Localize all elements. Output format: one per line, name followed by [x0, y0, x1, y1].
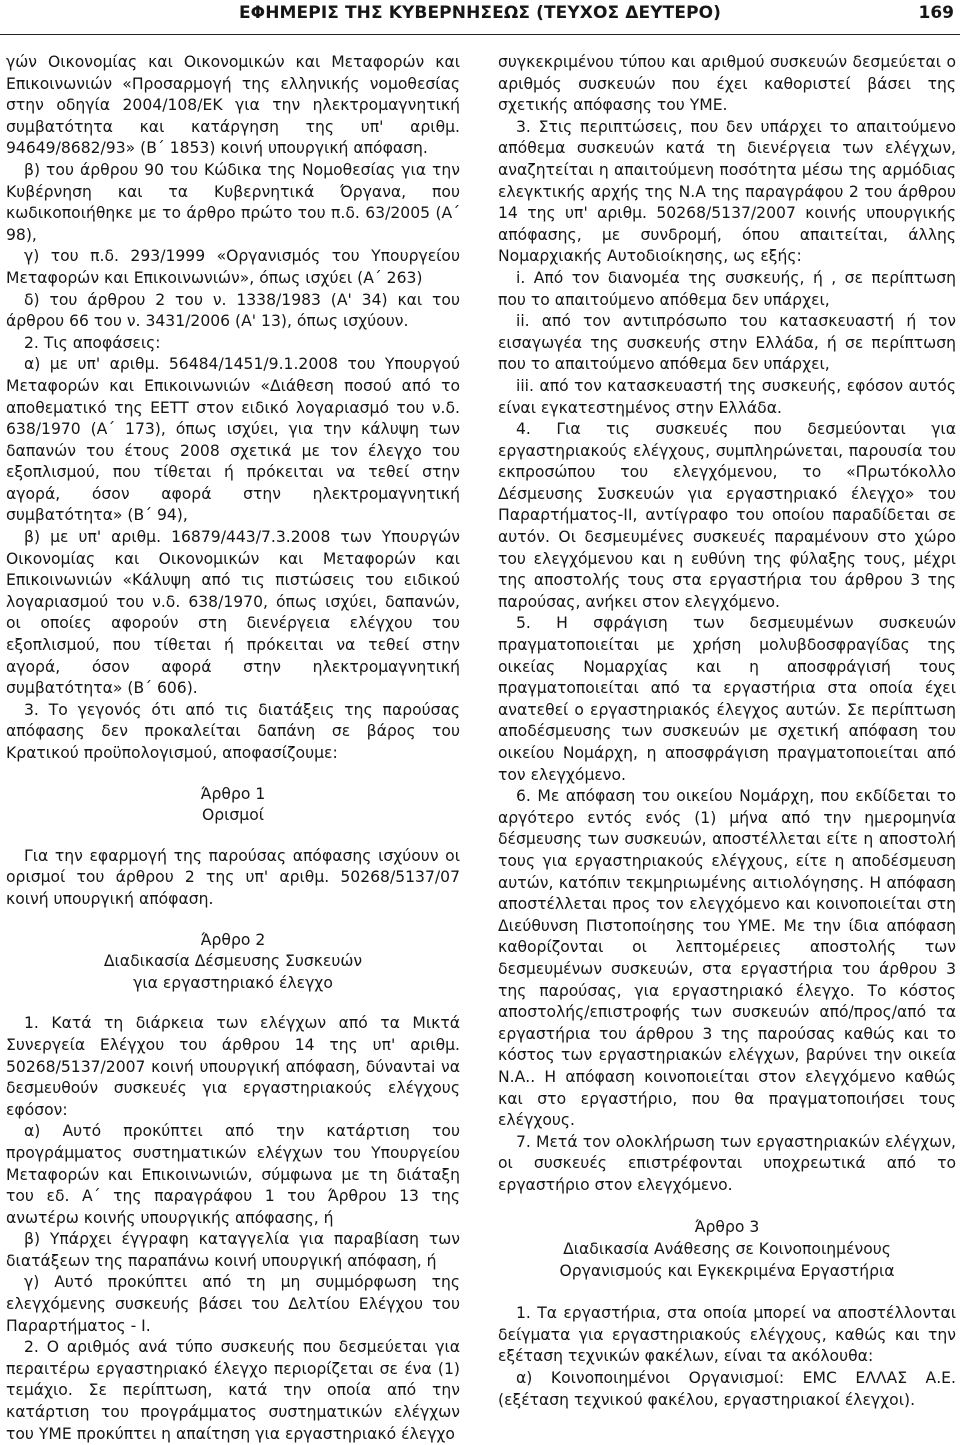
- paragraph: 7. Μετά τον ολοκλήρωση των εργαστηριακών ελέγχων, οι συσκευές επιστρέφονται υποχρεωτικά από το εργαστήριο στον ελεγχόμενο.: [498, 1132, 956, 1194]
- paragraph: ii. από τον αντιπρόσωπο του κατασκευαστή ή τον εισαγωγέα της συσκευής στην Ελλάδα, ή σε περίπτωση που το απαιτούμενο απόθεμα δεν υπάρχει,: [498, 312, 956, 374]
- left-column: [6, 52, 460, 1445]
- paragraph: i. Από τον διανομέα της συσκευής, ή , σε περίπτωση που το απαιτούμενο απόθεμα δεν υπάρχει,: [498, 268, 956, 309]
- paragraph: α) Αυτό προκύπτει από την κατάρτιση του προγράμματος συστηματικών ελέγχων του Υπουργείου Μεταφορών και Επικοινωνιών, σύμφωνα με τη διάταξη του εδ. Α΄ της παραγράφου 1 του Άρθρου 13 της ανωτέρω κοινής υπουργικής απόφασης, ή: [6, 1122, 460, 1227]
- paragraph: 3. Το γεγονός ότι από τις διατάξεις της παρούσας απόφασης δεν προκαλείται δαπάνη σε βάρος του Κρατικού προϋπολογισμού, αποφασίζουμε:: [6, 700, 460, 762]
- article-3-subtitle: Διαδικασία Ανάθεσης σε Κοινοποιημένους: [563, 1240, 891, 1259]
- paragraph: β) Υπάρχει έγγραφη καταγγελία για παραβίαση των διατάξεων της παραπάνω κοινή υπουργική απόφαση, ή: [6, 1230, 460, 1270]
- right-column: [498, 52, 956, 1411]
- paragraph: α) με υπ' αριθμ. 56484/1451/9.1.2008 του Υπουργού Μεταφορών και Επικοινωνιών «Διάθεση ποσού από το αποθεματικό της ΕΕΤΤ στον ειδικό λογαριασμό του ν.δ. 638/1970 (Α΄ 173), όπως ισχύει, για την κάλυψη των δαπανών του έτους 2008 σχετικά με τον έλεγχο του εξοπλισμού, που τίθεται ή πρόκειται να τεθεί στην αγορά, όσον αφορά στην ηλεκτρομαγνητική συμβατότητα» (Β΄ 94),: [6, 355, 460, 525]
- gazette-title: ΕΦΗΜΕΡΙΣ ΤΗΣ ΚΥΒΕΡΝΗΣΕΩΣ (ΤΕΥΧΟΣ ΔΕΥΤΕΡΟ): [238, 3, 722, 23]
- paragraph: iii. από τον κατασκευαστή της συσκευής, εφόσον αυτός είναι εγκατεστημένος στην Ελλάδα.: [498, 376, 956, 417]
- paragraph: β) με υπ' αριθμ. 16879/443/7.3.2008 των Υπουργών Οικονομίας και Οικονομικών και Μεταφορών και Επικοινωνιών «Κάλυψη από τις πιστώσεις του ειδικού λογαριασμού του ν.δ. 638/1970, όπως ισχύει, δαπανών, οι οποίες αφορούν στη διενέργεια ελέγχου του εξοπλισμού, που τίθεται ή πρόκειται να τεθεί στην αγορά, όσον αφορά στην ηλεκτρομαγνητική συμβατότητα» (Β΄ 606).: [6, 528, 460, 698]
- paragraph: γ) Αυτό προκύπτει από τη μη συμμόρφωση της ελεγχόμενης συσκευής βάσει του Δελτίου Ελέγχου του Παραρτήματος - Ι.: [6, 1273, 460, 1335]
- paragraph: 1. Κατά τη διάρκεια των ελέγχων από τα Μικτά Συνεργεία Ελέγχου του άρθρου 14 της υπ' αριθμ. 50268/5137/2007 κοινή υπουργική απόφαση, δύναντai να δεσμευθούν συσκευές για εργαστηριακούς ελέγχους εφόσον:: [6, 1014, 460, 1119]
- article-1-title: Άρθρο 1: [200, 784, 266, 803]
- paragraph: 2. Ο αριθμός ανά τύπο συσκευής που δεσμεύεται για περαιτέρω εργαστηριακό έλεγχο περιορίζεται σε ένα (1) τεμάχιο. Σε περίπτωση, κατά την οποία από την κατάρτιση του προγράμματος συστηματικών ελέγχων του ΥΜΕ προκύπτει η απαίτηση για εργαστηριακό έλεγχο: [6, 1338, 460, 1443]
- paragraph: 2. Τις αποφάσεις:: [24, 333, 161, 352]
- paragraph: Για την εφαρμογή της παρούσας απόφασης ισχύουν οι ορισμοί του άρθρου 2 της υπ' αριθμ. 50268/5137/07 κοινή υπουργική απόφαση.: [6, 846, 460, 908]
- paragraph: β) του άρθρου 90 του Κώδικα της Νομοθεσίας για την Κυβέρνηση και τα Κυβερνητικά Όργανα, που κωδικοποιήθηκε με το άρθρο πρώτο του π.δ. 63/2005 (Α΄ 98),: [6, 160, 460, 244]
- paragraph: 1. Τα εργαστήρια, στα οποία μπορεί να αποστέλλονται δείγματα για εργαστηριακούς ελέγχους, καθώς και την εξέταση τεχνικών φακέλων, είναι τα ακόλουθα:: [498, 1304, 956, 1366]
- paragraph: γών Οικονομίας και Οικονομικών και Μεταφορών και Επικοινωνιών «Προσαρμογή της ελληνικής νομοθεσίας στην οδηγία 2004/108/ΕΚ για την ηλεκτρομαγνητική συμβατότητα και κατάργηση της υπ' αριθμ. 94649/8682/93» (Β΄ 1853) κοινή υπουργική απόφαση.: [6, 53, 460, 158]
- article-2-subtitle: Διαδικασία Δέσμευσης Συσκευών: [103, 952, 363, 971]
- paragraph: 6. Με απόφαση του οικείου Νομάρχη, που εκδίδεται το αργότερο εντός ενός (1) μήνα από την ημερομηνία δέσμευσης των συσκευών, αποστέλλεται είτε η αποστολή τους για εργαστηριακούς ελέγχους, είτε η αποδέσμευση αυτών, κατόπιν τεκμηριωμένης αιτιολόγησης. Η απόφαση αποστέλλεται προς τον ελεγχόμενο και κοινοποιείται στη Διεύθυνση Πιστοποίησης του ΥΜΕ. Με την ίδια απόφαση καθορίζονται οι λεπτομέρειες αποστολής των δεσμευμένων συσκευών, στα εργαστήρια του άρθρου 3 της παρούσας, για εργαστηριακό έλεγχο. Το κόστος αποστολής/επιστροφής των συσκευών από/προς/από τα εργαστήρια του άρθρου 3 της παρούσας καθώς και το κόστος των εργαστηριακών ελέγχων, βαρύνει την οικεία Ν.Α.. Η απόφαση κοινοποιείται στον ελεγχόμενο καθώς και στο εργαστήριο, που θα πραγματοποιήσει τους ελέγχους.: [498, 787, 956, 1130]
- paragraph: 4. Για τις συσκευές που δεσμεύονται για εργαστηριακούς ελέγχους, συμπληρώνεται, παρουσία του εκπροσώπου του ελεγχόμενου, το «Πρωτόκολλο Δέσμευσης Συσκευών για εργαστηριακό έλεγχο» του Παραρτήματος-ΙΙ, αντίγραφο του οποίου παραδίδεται σε αυτόν. Οι δεσμευμένες συσκευές παραμένουν στο χώρο του ελεγχόμενου και η ευθύνη της φύλαξης τους, μέχρι της αποστολής τους στα εργαστήρια του άρθρου 3 της παρούσας, ανήκει στον ελεγχόμενο.: [498, 420, 956, 611]
- article-2-subtitle: για εργαστηριακό έλεγχο: [133, 973, 333, 992]
- paragraph: δ) του άρθρου 2 του ν. 1338/1983 (Α' 34) και του άρθρου 66 του ν. 3431/2006 (Α' 13), όπως ισχύουν.: [6, 290, 460, 331]
- paragraph: γ) του π.δ. 293/1999 «Οργανισμός του Υπουργείου Μεταφορών και Επικοινωνιών», όπως ισχύει (Α΄ 263): [6, 247, 460, 287]
- article-1-subtitle: Ορισμοί: [201, 806, 265, 825]
- page-number: 169: [918, 3, 954, 23]
- paragraph: 3. Στις περιπτώσεις, που δεν υπάρχει το απαιτούμενο απόθεμα συσκευών κατά τη διενέργεια των ελέγχων, αναζητείται η απαιτούμενη ποσότητα μέσω της αρμόδιας ελεγκτικής αρχής της Ν.Α της παραγράφου 2 του άρθρου 14 της υπ' αριθμ. 50268/5137/2007 κοινής υπουργικής απόφασης, με συνδρομή, όπου απαιτείται, άλλης Νομαρχιακής Αυτοδιοίκησης, ως εξής:: [498, 117, 956, 266]
- article-3-title: Άρθρο 3: [694, 1218, 760, 1237]
- paragraph: συγκεκριμένου τύπου και αριθμού συσκευών δεσμεύεται ο αριθμός συσκευών που έχει καθοριστεί βάσει της σχετικής απόφασης του ΥΜΕ.: [498, 53, 956, 115]
- paragraph: 5. Η σφράγιση των δεσμευμένων συσκευών πραγματοποιείται με χρήση μολυβδοσφραγίδας της οικείας Νομαρχίας και η αποσφράγισή τους πραγματοποιείται από τα εργαστήρια στα οποία έχει ανατεθεί ο εργαστηριακός έλεγχος αυτών. Σε περίπτωση αποδέσμευσης των συσκευών με σχετική απόφαση του οικείου Νομάρχη, η αποσφράγιση πραγματοποιείται από τον ελεγχόμενο.: [498, 614, 956, 784]
- page-header: [0, 0, 960, 35]
- article-3-subtitle: Οργανισμούς και Εγκεκριμένα Εργαστήρια: [559, 1261, 895, 1280]
- article-2-title: Άρθρο 2: [200, 930, 266, 949]
- paragraph: α) Κοινοποιημένοι Οργανισμοί: EMC ΕΛΛΑΣ Α.Ε. (εξέταση τεχνικού φακέλου, εργαστηριακοί έλεγχοι).: [498, 1369, 956, 1409]
